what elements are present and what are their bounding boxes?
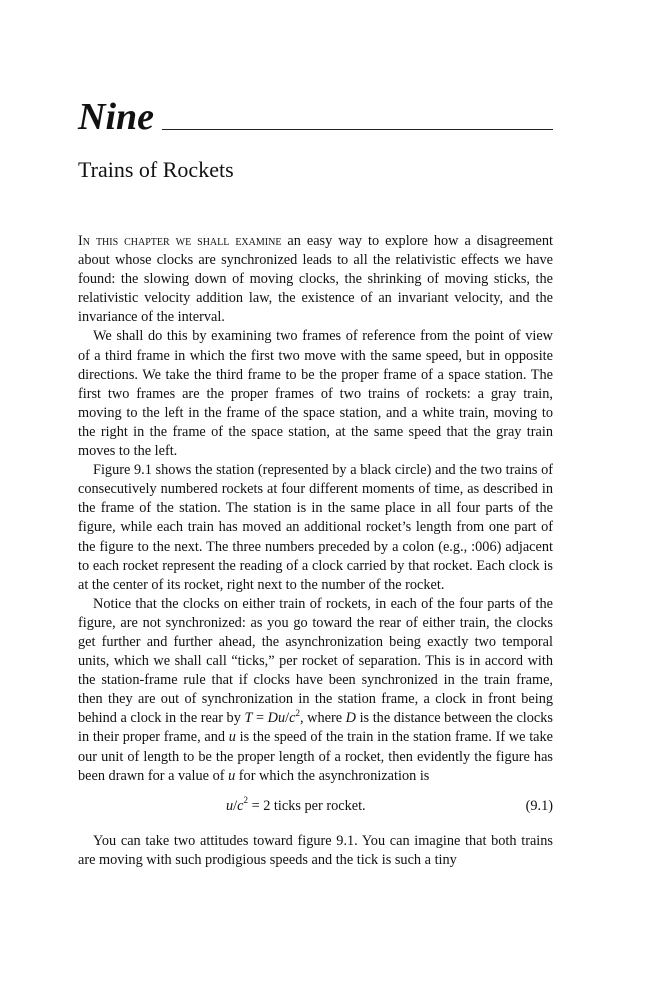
chapter-title: Trains of Rockets: [78, 157, 234, 182]
symbol-c: c: [289, 710, 296, 727]
body-text: [78, 232, 553, 870]
symbol-T: T: [244, 710, 253, 727]
equation-slash: /: [233, 797, 238, 814]
equation-rhs: = 2 ticks per rocket.: [248, 797, 366, 814]
paragraph-4: [78, 595, 553, 786]
equation: [226, 794, 366, 816]
paragraph-4-text-a: Notice that the clocks on either train of rockets, in each of the four parts of the figure, are not synchronized: as you go toward the rear of either train, the clocks get further and further ahead, the asynchronization being exactly two temporal units, which we shall call “ticks,” per rocket of separation. This is in accord with the station-frame rule that if clocks have been synchronized in the train frame, then they are out of synchronization in the station frame, a clock in front being behind a clock in the rear by: [78, 595, 553, 727]
equation-number: (9.1): [525, 797, 553, 814]
paragraph-4-text-c: is the distance between the clocks in their proper frame, and: [78, 710, 553, 746]
symbol-D: D: [345, 710, 356, 727]
equals-sign: =: [252, 710, 268, 727]
chapter-header: [78, 96, 553, 138]
paragraph-1-lead: In this chapter we shall examine: [78, 233, 282, 249]
chapter-number: Nine: [78, 96, 154, 138]
symbol-u-2: u: [228, 767, 236, 784]
chapter-rule: [162, 129, 553, 130]
symbol-Du: Du: [267, 710, 286, 727]
slash: /: [285, 710, 290, 727]
paragraph-3: Figure 9.1 shows the station (represented by a black circle) and the two trains of consecutively numbered rockets at four different moments of time, as described in the frame of the station. The station is in the same place in all four parts of the figure, while each train has moved an additional rocket’s length from one part of the figure to the next. The three numbers preceded by a colon (e.g., :006) adjacent to each rocket represent the reading of a clock carried by that rocket. Each clock is at the center of its rocket, right next to the number of the rocket.: [78, 462, 553, 593]
paragraph-1-rest: an easy way to explore how a disagreement about whose clocks are synchronized leads to all the relativistic effects we have found: the slowing down of moving clocks, the shrinking of moving sticks, the relativistic velocity addition law, the existence of an invariant velocity, and the invariance of the interval.: [78, 233, 553, 326]
paragraph-4-text-e: for which the asynchronization is: [235, 767, 430, 784]
equation-u: u: [226, 797, 234, 814]
exponent-2: 2: [295, 707, 300, 718]
equation-c: c: [237, 797, 244, 814]
paragraph-4-text-d: is the speed of the train in the station frame. If we take our unit of length to be the proper length of a rocket, then evidently the figure has been drawn for a value of: [78, 729, 554, 784]
paragraph-5: You can take two attitudes toward figure 9.1. You can imagine that both trains are moving with such prodigious speeds and the tick is such a tiny: [78, 832, 553, 868]
equation-exponent: 2: [243, 794, 248, 805]
paragraph-4-text-b: , where: [299, 710, 346, 727]
paragraph-2: We shall do this by examining two frames of reference from the point of view of a third frame in which the first two move with the same speed, but in opposite directions. We take the third frame to be the proper frame of a space station. The first two frames are the proper frames of two trains of rockets: a gray train, moving to the left in the frame of the space station, and a white train, moving to the right in the frame of the space station, at the same speed that the gray train moves to the left.: [78, 328, 553, 460]
paragraph-1: [78, 232, 553, 327]
equation-row: [78, 795, 553, 817]
symbol-u: u: [228, 729, 236, 746]
